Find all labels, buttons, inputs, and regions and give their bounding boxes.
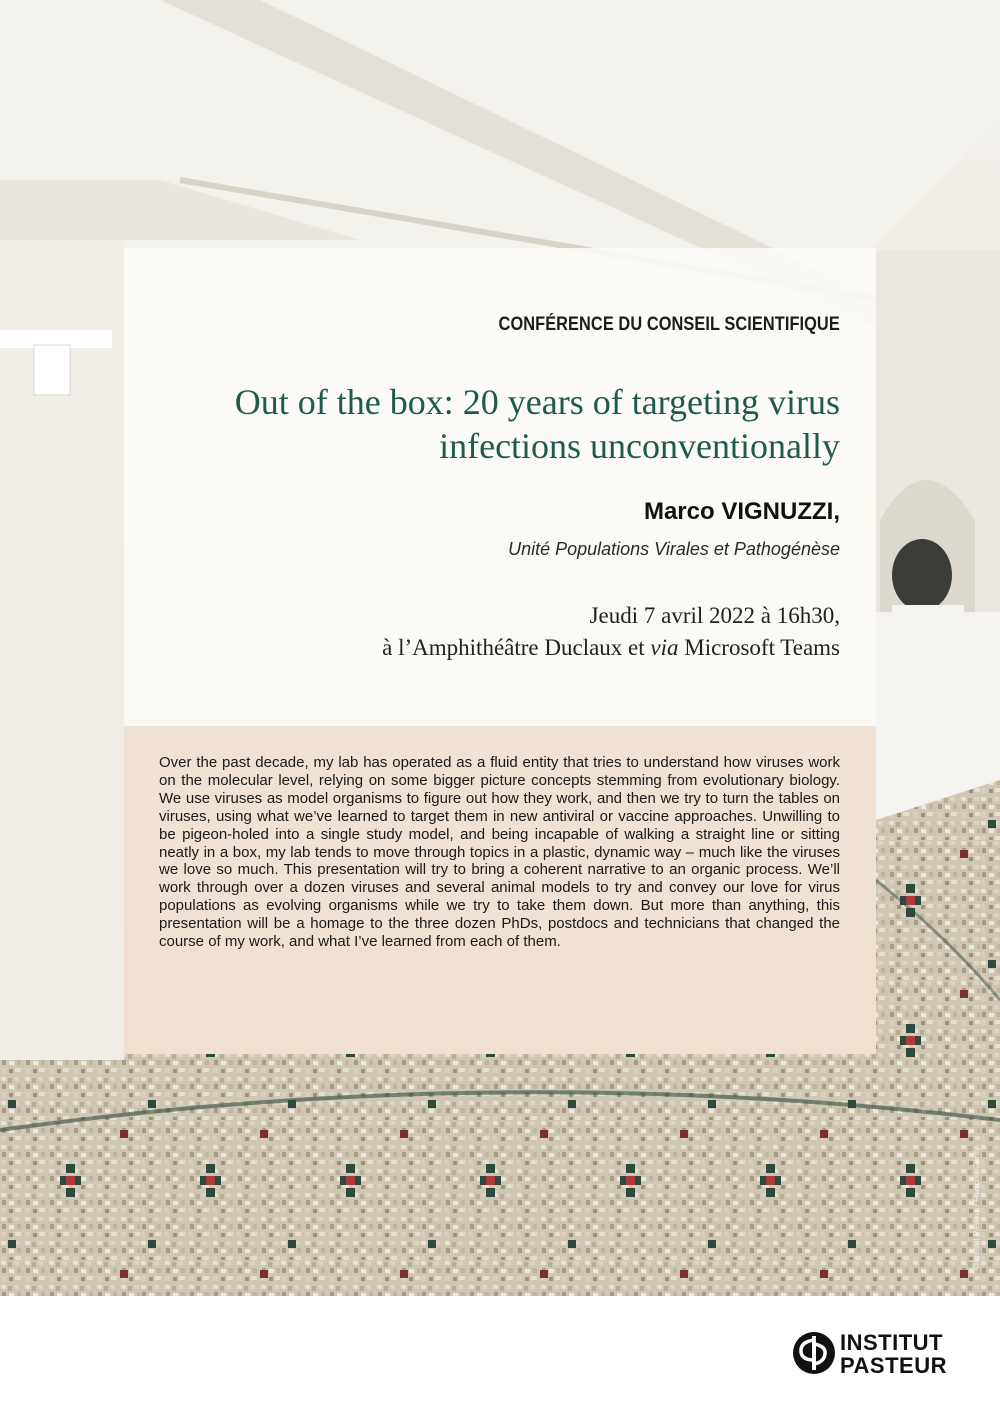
logo-line-pasteur: PASTEUR <box>840 1353 947 1378</box>
speaker-name: Marco VIGNUZZI, <box>643 498 840 525</box>
talk-abstract: Over the past decade, my lab has operated as a fluid entity that tries to understand how viruses work on the molecular level, relying on some bigger picture concepts stemming from evolutionary biology. We use viruses as model organisms to figure out how they work, and then we try to turn the tables on viruses, using what we’ve learned to target them in new antiviral or vaccine approaches. Unwilling to be pigeon-holed into a single study model, and being incapable of walking a straight line or sitting neatly in a box, my lab tends to move through topics in a plastic, dynamic way – much like the viruses we love so much. This presentation will try to bring a coherent narrative to an organic process. We’ll work through over a dozen viruses and several animal models to try and convey our love for virus populations as evolving organisms while we try to take them down. But more than anything, this presentation will be a homage to the three dozen PhDs, postdocs and technicians that changed the course of my work, and what I’ve learned from each of them. <box>159 754 840 951</box>
venue-suffix: Microsoft Teams <box>678 635 840 660</box>
event-date: Jeudi 7 avril 2022 à 16h30, <box>589 603 840 628</box>
event-details <box>382 600 840 664</box>
conference-label: CONFÉRENCE DU CONSEIL SCIENTIFIQUE <box>498 314 840 335</box>
venue-prefix: à l’Amphithéâtre Duclaux et <box>382 635 651 660</box>
institut-pasteur-logo <box>792 1330 962 1380</box>
pasteur-logo-icon <box>792 1330 836 1376</box>
talk-title: Out of the box: 20 years of targeting virus infections unconventionally <box>234 382 840 466</box>
speaker-unit: Unité Populations Virales et Pathogénèse <box>508 539 840 559</box>
venue-via: via <box>650 635 679 660</box>
photo-credit: © Institut Pasteur / François Gardy <box>972 1147 981 1270</box>
event-venue <box>382 632 840 664</box>
logo-line-institut: INSTITUT <box>840 1330 943 1355</box>
